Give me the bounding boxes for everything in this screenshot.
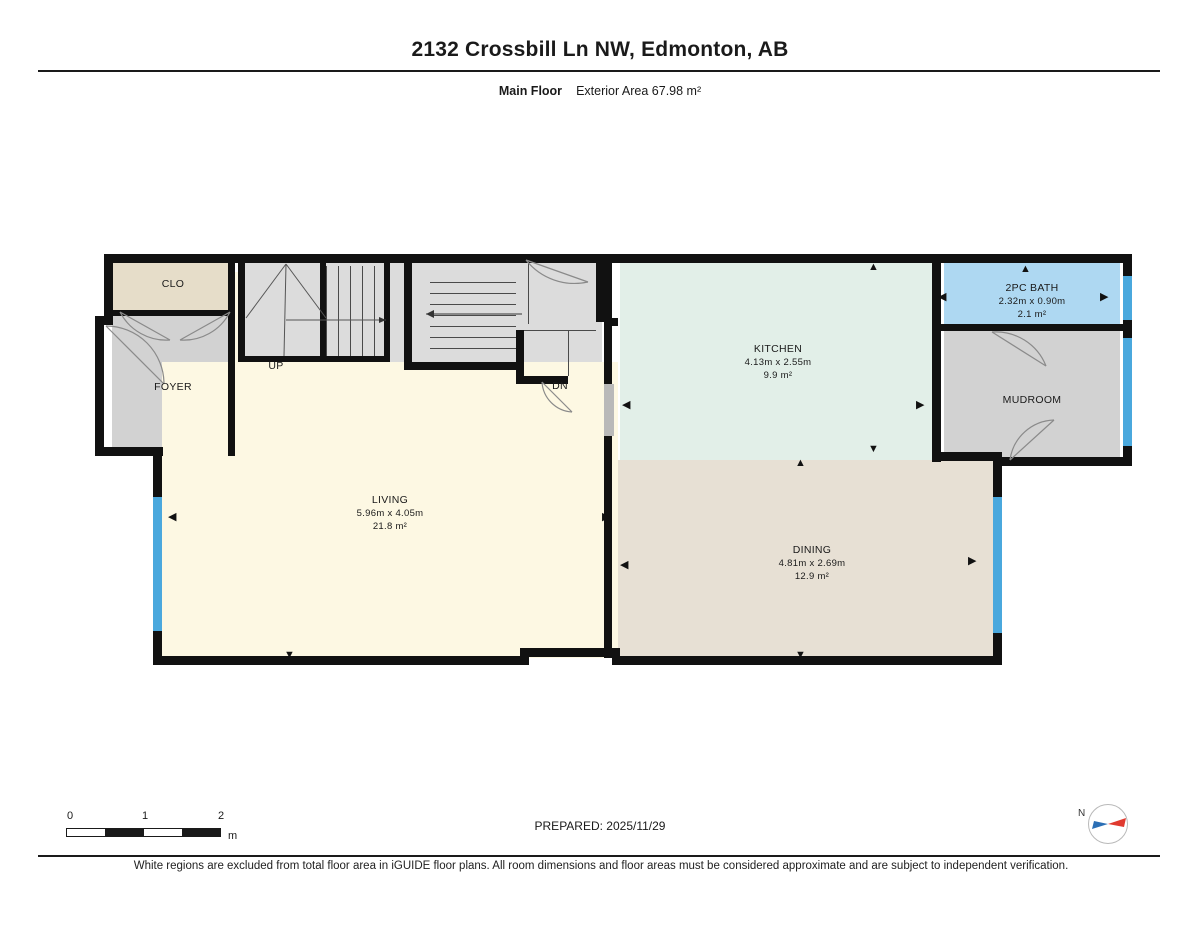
- view-arrow-icon: ▲: [868, 261, 879, 273]
- stair-tread: [430, 282, 516, 283]
- stair-tread: [430, 337, 516, 338]
- page-title: 2132 Crossbill Ln NW, Edmonton, AB: [411, 38, 789, 61]
- wall-stair-right-sep: [404, 262, 412, 370]
- column-kitchen-entry: [604, 384, 614, 436]
- window-right-dining: [993, 497, 1002, 633]
- scale-tick-1: 1: [141, 810, 149, 822]
- view-arrow-icon: ▶: [1100, 291, 1109, 303]
- wall-foyer-right: [228, 262, 235, 456]
- view-arrow-icon: ▶: [968, 555, 977, 567]
- wall-stair-right-low: [404, 362, 524, 370]
- door-closet: [118, 310, 174, 344]
- wall-stair-right-outer: [596, 262, 604, 322]
- wall-left-foyer: [95, 316, 104, 456]
- stair-direction-lines-left: [244, 262, 390, 362]
- room-label-living: LIVING 5.96m x 4.05m 21.8 m²: [356, 494, 424, 532]
- scale-tick-0: 0: [66, 810, 74, 822]
- room-label-clo: CLO: [161, 278, 185, 290]
- view-arrow-icon: ▲: [795, 457, 806, 469]
- wall-bottom-living: [153, 656, 528, 665]
- exterior-area-label: Exterior Area 67.98 m²: [576, 84, 702, 98]
- wall-kitchen-bottom: [932, 452, 1002, 461]
- window-right-bath: [1123, 276, 1132, 320]
- stair-tread: [430, 348, 516, 349]
- room-label-dining: DINING 4.81m x 2.69m 12.9 m²: [778, 544, 846, 582]
- door-upper-hall: [524, 258, 594, 284]
- room-label-mudroom: MUDROOM: [1002, 394, 1062, 406]
- view-arrow-icon: ◀: [168, 511, 177, 523]
- window-left-living: [153, 497, 162, 631]
- scale-unit-label: m: [228, 830, 238, 842]
- prepared-date: PREPARED: 2025/11/29: [534, 819, 666, 833]
- door-mudroom-exterior: [1008, 418, 1064, 462]
- wall-left-upper: [104, 254, 113, 316]
- view-arrow-icon: ▶: [916, 399, 925, 411]
- view-arrow-icon: ◀: [620, 559, 629, 571]
- view-arrow-icon: ▼: [868, 443, 879, 455]
- wall-bottom-notch-side: [520, 648, 529, 665]
- wall-bottom-dining: [612, 656, 1002, 665]
- view-arrow-icon: ▲: [1020, 263, 1031, 275]
- view-arrow-icon: ◀: [622, 399, 631, 411]
- stair-landing-line: [568, 330, 569, 376]
- stair-direction-line-right: [412, 300, 532, 330]
- door-bath: [990, 330, 1050, 370]
- wall-kitchen-divider: [604, 318, 618, 326]
- door-closet-second: [176, 310, 232, 344]
- footer-divider: [38, 855, 1160, 857]
- stair-label-down: DN: [552, 380, 568, 392]
- room-label-foyer: FOYER: [154, 381, 192, 393]
- room-label-kitchen: KITCHEN 4.13m x 2.55m 9.9 m²: [744, 343, 812, 381]
- window-right-mudroom: [1123, 338, 1132, 446]
- compass-north-label: N: [1078, 808, 1086, 819]
- view-arrow-icon: ▼: [795, 649, 806, 661]
- scale-tick-2: 2: [217, 810, 225, 822]
- view-arrow-icon: ▼: [284, 649, 295, 661]
- floor-label: Main Floor: [498, 84, 563, 98]
- stair-label-up: UP: [268, 360, 284, 372]
- disclaimer-text: White regions are excluded from total floor area in iGUIDE floor plans. All room dimensions and floor areas must be considered approximate and are subject to independent verification.: [133, 860, 1069, 872]
- stair-tread: [430, 293, 516, 294]
- view-arrow-icon: ◀: [938, 291, 947, 303]
- view-arrow-icon: ▶: [602, 511, 611, 523]
- room-label-bath: 2PC BATH 2.32m x 0.90m 2.1 m²: [998, 282, 1066, 320]
- stair-landing-line: [524, 330, 596, 331]
